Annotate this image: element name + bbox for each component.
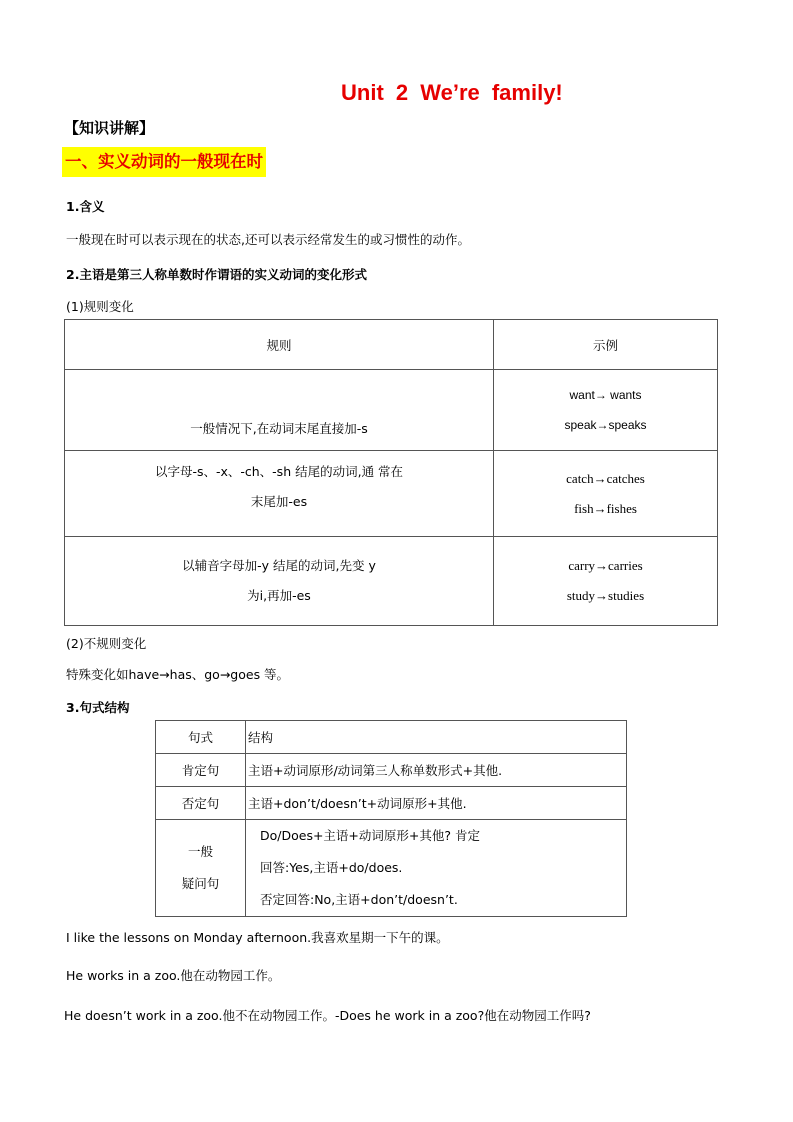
rule-line: 末尾加-es bbox=[250, 494, 308, 509]
example-sentence-1: I like the lessons on Monday afternoon.我喜欢星期一下午的课。 bbox=[66, 930, 449, 945]
table-header-row bbox=[156, 721, 627, 754]
highlighted-heading: 一、实义动词的一般现在时 bbox=[62, 147, 266, 177]
type-cell: 否定句 bbox=[156, 787, 246, 820]
type-cell bbox=[156, 820, 246, 917]
point2-heading: 2.主语是第三人称单数时作谓语的实义动词的变化形式 bbox=[66, 267, 367, 282]
structure-line: 否定回答:No,主语+don’t/doesn’t. bbox=[260, 892, 458, 907]
structure-line: 回答:Yes,主语+do/does. bbox=[260, 860, 403, 875]
regular-change-table bbox=[64, 319, 718, 626]
header-type: 句式 bbox=[156, 721, 246, 754]
irregular-text: 特殊变化如have→has、go→goes 等。 bbox=[66, 667, 290, 682]
point3-heading: 3.句式结构 bbox=[66, 700, 130, 715]
table-row bbox=[65, 370, 718, 451]
point1-heading: 1.含义 bbox=[66, 199, 105, 214]
regular-label: (1)规则变化 bbox=[66, 299, 134, 314]
rule-cell bbox=[65, 451, 494, 537]
rule-line: 一般情况下,在动词末尾直接加-s bbox=[190, 421, 368, 436]
type-line: 疑问句 bbox=[181, 876, 220, 891]
point1-text: 一般现在时可以表示现在的状态,还可以表示经常发生的或习惯性的动作。 bbox=[66, 232, 470, 247]
structure-cell: 主语+don’t/doesn’t+动词原形+其他. bbox=[246, 787, 627, 820]
sentence-structure-table bbox=[155, 720, 627, 917]
structure-line: Do/Does+主语+动词原形+其他? 肯定 bbox=[260, 828, 480, 843]
structure-cell bbox=[246, 820, 627, 917]
type-line: 一般 bbox=[187, 844, 213, 859]
rule-cell bbox=[65, 370, 494, 451]
section-bracket-heading: 【知识讲解】 bbox=[64, 119, 155, 137]
rule-cell bbox=[65, 537, 494, 626]
header-rule: 规则 bbox=[65, 320, 494, 370]
page-title: Unit 2 We’re family! bbox=[341, 80, 563, 105]
type-cell: 肯定句 bbox=[156, 754, 246, 787]
example-line: fish→fishes bbox=[574, 500, 637, 516]
example-sentence-2: He works in a zoo.他在动物园工作。 bbox=[66, 968, 281, 983]
example-line: speak→speaks bbox=[564, 418, 647, 432]
example-sentence-3: He doesn’t work in a zoo.他不在动物园工作。-Does he work in a zoo?他在动物园工作吗? bbox=[64, 1008, 591, 1023]
table-row bbox=[65, 451, 718, 537]
header-example: 示例 bbox=[494, 320, 718, 370]
header-structure: 结构 bbox=[246, 721, 627, 754]
table-header-row bbox=[65, 320, 718, 370]
example-line: study→studies bbox=[566, 588, 645, 603]
example-cell bbox=[494, 537, 718, 626]
table-row bbox=[156, 820, 627, 917]
rule-line: 以字母-s、-x、-ch、-sh 结尾的动词,通 常在 bbox=[154, 464, 404, 479]
rule-line: 以辅音字母加-y 结尾的动词,先变 y bbox=[182, 558, 376, 573]
table-row bbox=[65, 537, 718, 626]
example-line: catch→catches bbox=[566, 470, 645, 486]
table-row bbox=[156, 787, 627, 820]
example-line: carry→carries bbox=[568, 558, 643, 573]
example-line: want→ wants bbox=[569, 388, 642, 402]
example-cell bbox=[494, 370, 718, 451]
example-cell bbox=[494, 451, 718, 537]
structure-cell: 主语+动词原形/动词第三人称单数形式+其他. bbox=[246, 754, 627, 787]
rule-line: 为i,再加-es bbox=[247, 588, 311, 603]
irregular-label: (2)不规则变化 bbox=[66, 636, 147, 651]
table-row bbox=[156, 754, 627, 787]
